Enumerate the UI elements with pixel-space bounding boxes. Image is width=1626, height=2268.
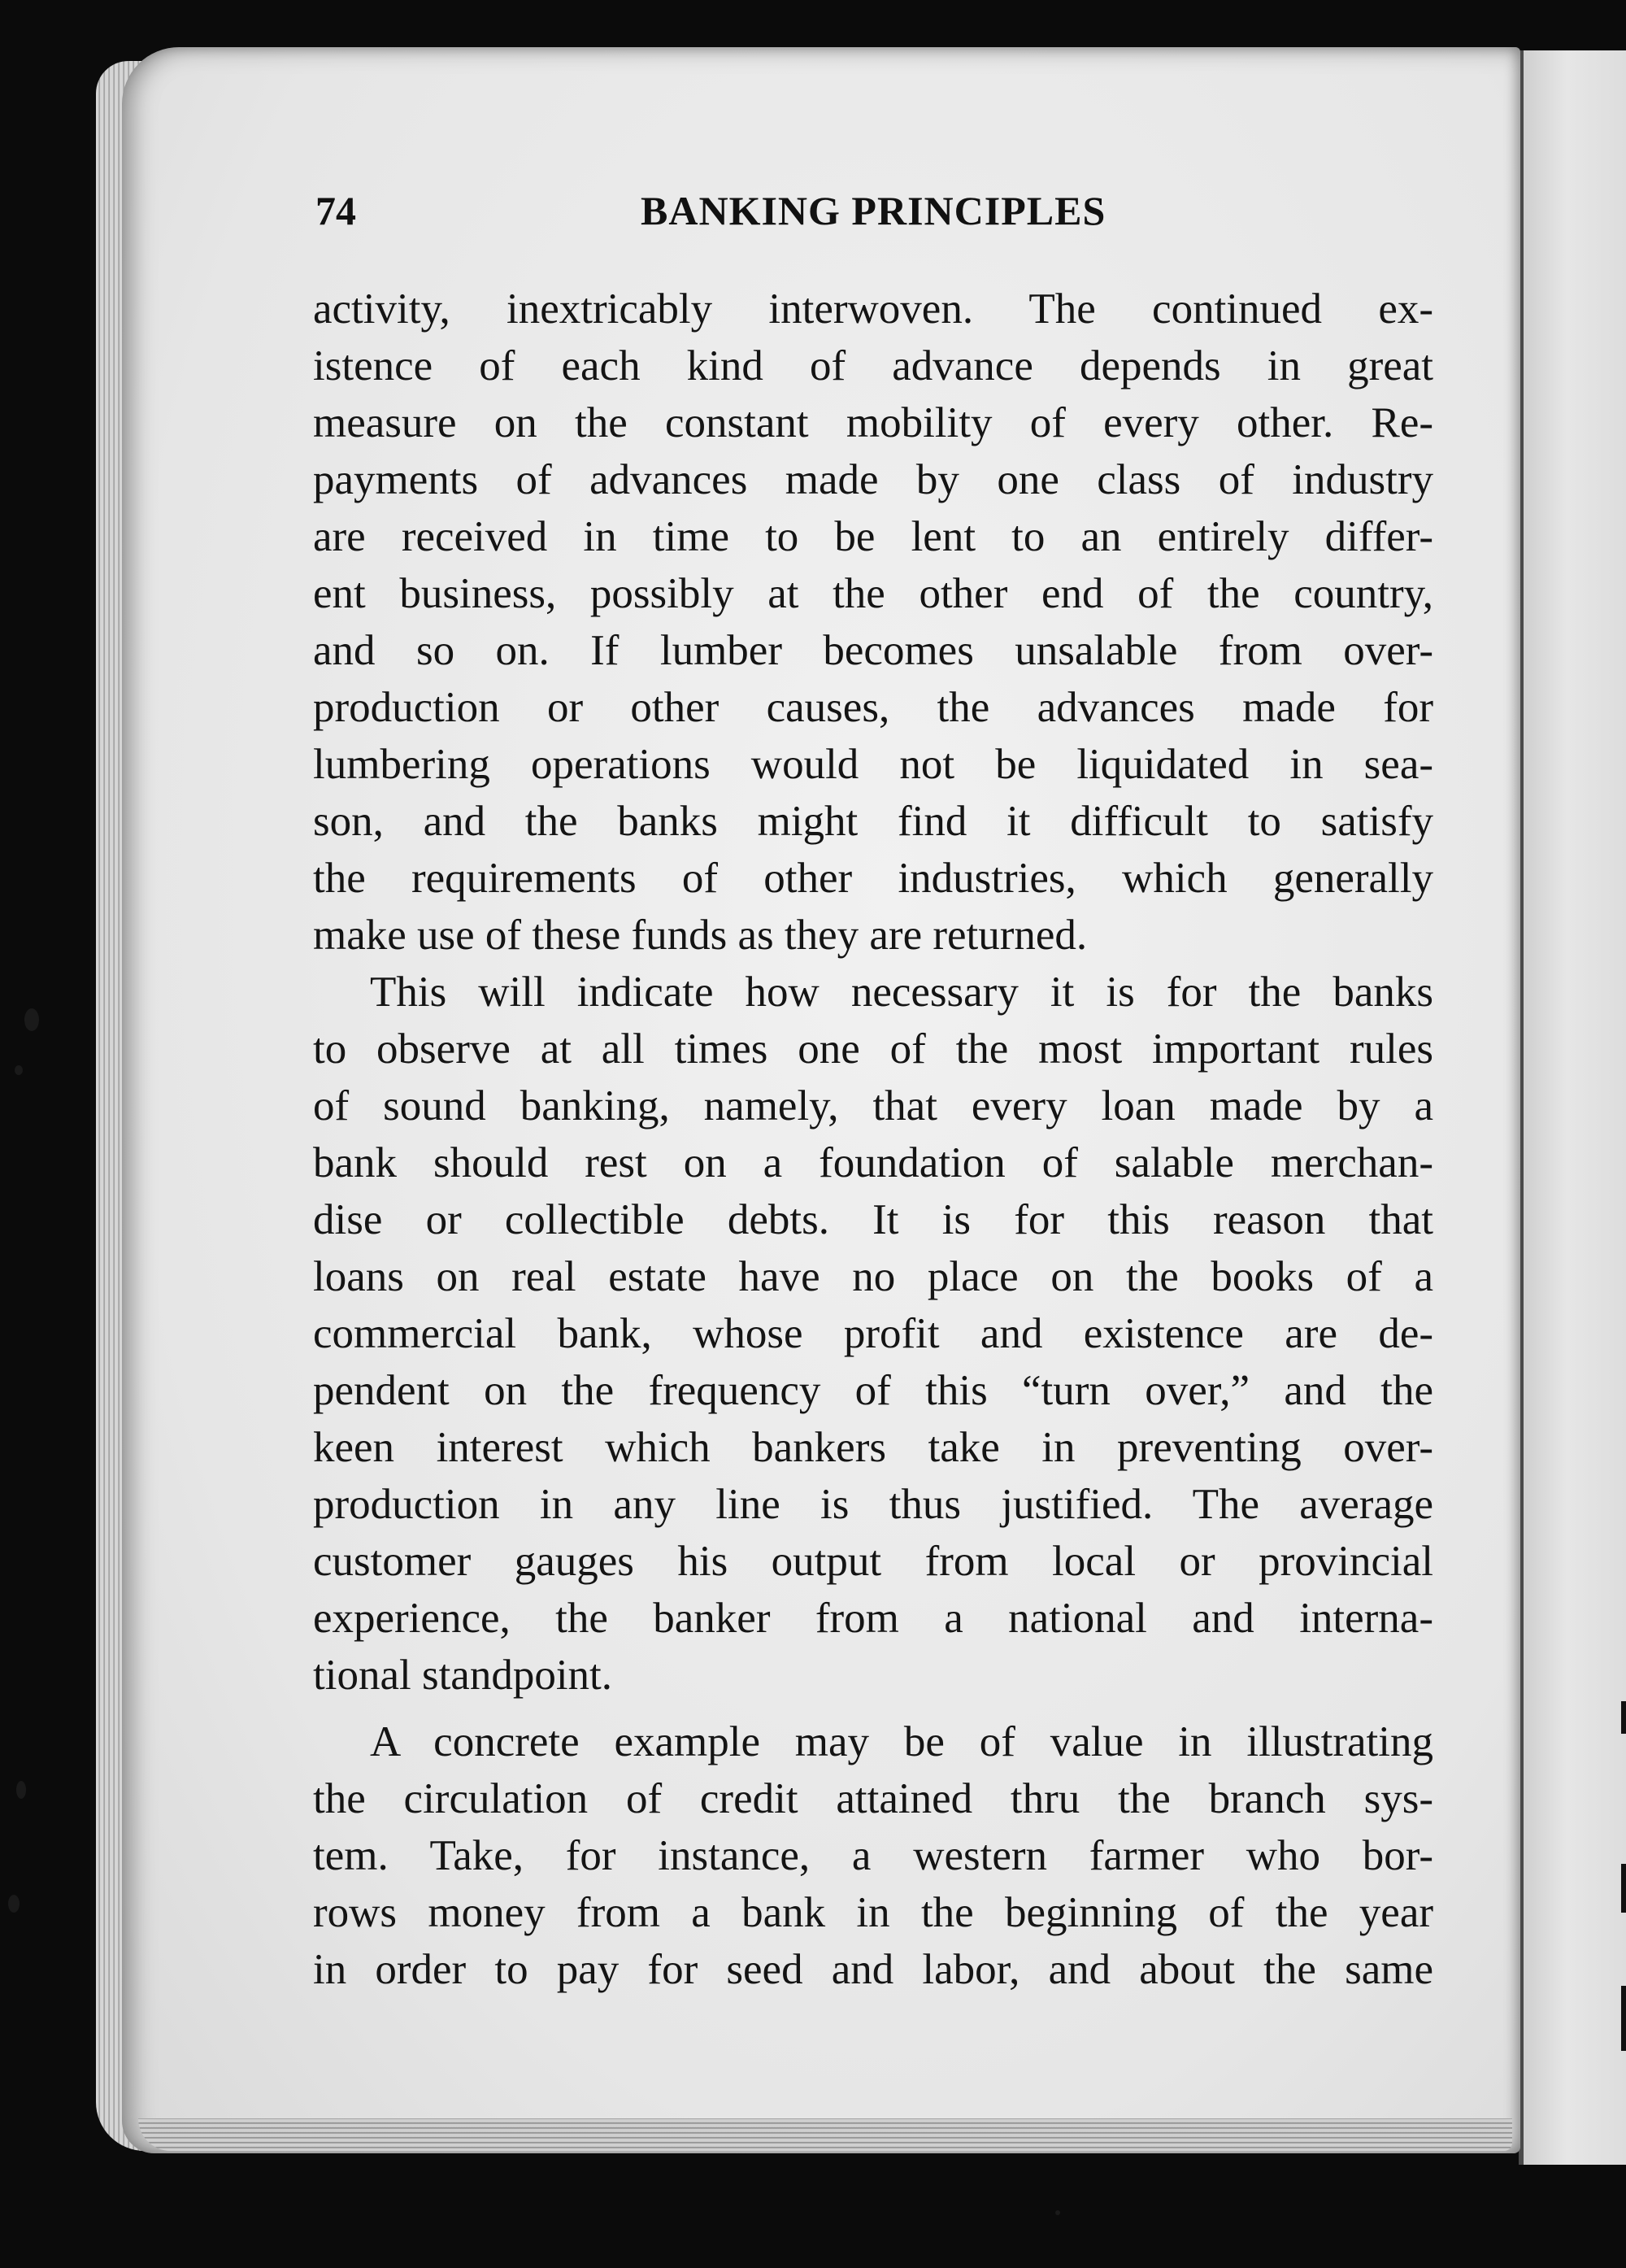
- running-title: BANKING PRINCIPLES: [641, 188, 1106, 233]
- paragraph: [313, 281, 1433, 964]
- scan-speck: [16, 1781, 26, 1799]
- text-line: rows money from a bank in the beginning of the year: [313, 1889, 1433, 1936]
- text-line: production or other causes, the advances made for: [313, 684, 1433, 731]
- scan-speck: [15, 1065, 23, 1075]
- text-line: tem. Take, for instance, a western farmer who bor-: [313, 1832, 1433, 1879]
- text-line: and so on. If lumber becomes unsalable from over-: [313, 627, 1433, 674]
- text-line: loans on real estate have no place on the books of a: [313, 1253, 1433, 1300]
- scan-speck: [24, 1008, 39, 1031]
- text-line: activity, inextricably interwoven. The continued ex-: [313, 285, 1433, 333]
- text-line: tional standpoint.: [313, 1652, 613, 1699]
- scan-speck: [8, 1895, 20, 1913]
- facing-page-edge: [1519, 50, 1626, 2165]
- text-line: This will indicate how necessary it is for the banks: [370, 969, 1433, 1016]
- paragraph: [313, 964, 1433, 1704]
- running-head: [315, 187, 1145, 244]
- text-line: istence of each kind of advance depends in great: [313, 342, 1433, 390]
- text-line: the circulation of credit attained thru the branch sys-: [313, 1775, 1433, 1822]
- text-line: are received in time to be lent to an entirely differ-: [313, 513, 1433, 560]
- text-line: make use of these funds as they are returned.: [313, 912, 1088, 959]
- text-line: measure on the constant mobility of every other. Re-: [313, 399, 1433, 446]
- text-line: bank should rest on a foundation of salable merchan-: [313, 1139, 1433, 1186]
- text-line: dise or collectible debts. It is for this reason that: [313, 1196, 1433, 1243]
- text-line: pendent on the frequency of this “turn over,” and the: [313, 1367, 1433, 1414]
- text-line: in order to pay for seed and labor, and about the same: [313, 1946, 1433, 1993]
- page-number: 74: [315, 188, 356, 233]
- text-line: of sound banking, namely, that every loan made by a: [313, 1082, 1433, 1130]
- text-line: payments of advances made by one class of industry: [313, 456, 1433, 503]
- page-bottom-edge: [138, 2118, 1512, 2151]
- text-line: A concrete example may be of value in illustrating: [370, 1718, 1433, 1765]
- text-line: the requirements of other industries, which generally: [313, 855, 1433, 902]
- text-line: ent business, possibly at the other end of the country,: [313, 570, 1433, 617]
- text-line: son, and the banks might find it difficult to satisfy: [313, 798, 1433, 845]
- text-line: to observe at all times one of the most important rules: [313, 1025, 1433, 1073]
- body-text: [313, 281, 1433, 1998]
- text-line: production in any line is thus justified. The average: [313, 1481, 1433, 1528]
- text-line: customer gauges his output from local or provincial: [313, 1538, 1433, 1585]
- text-line: commercial bank, whose profit and existence are de-: [313, 1310, 1433, 1357]
- text-line: experience, the banker from a national and interna-: [313, 1595, 1433, 1642]
- scan-speck: [1055, 2210, 1060, 2215]
- text-line: lumbering operations would not be liquidated in sea-: [313, 741, 1433, 788]
- text-line: keen interest which bankers take in preventing over-: [313, 1424, 1433, 1471]
- paragraph: [313, 1713, 1433, 1998]
